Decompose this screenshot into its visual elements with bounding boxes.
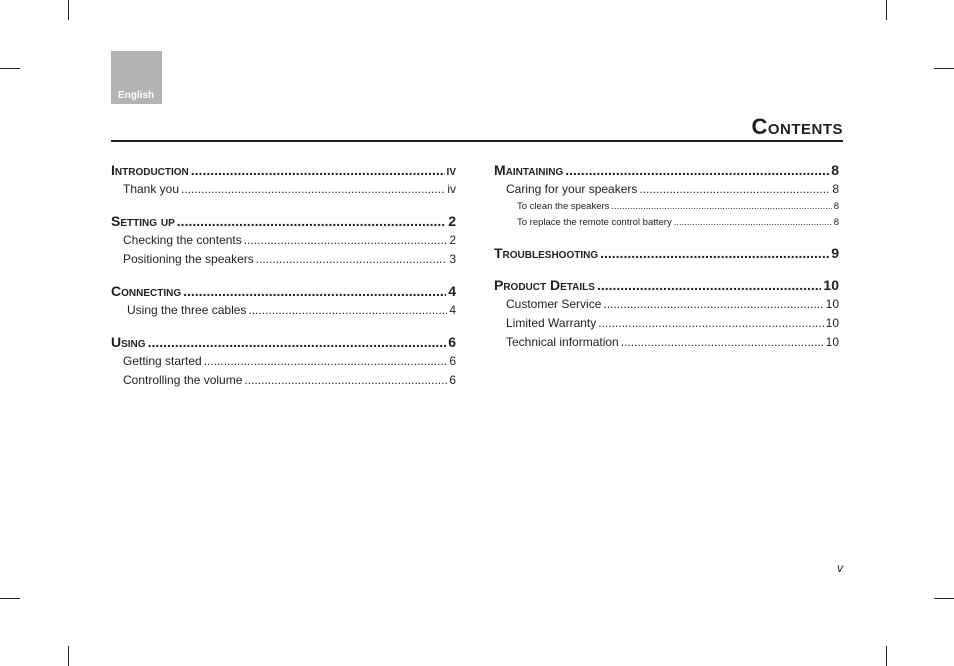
toc-entry-label: Positioning the speakers bbox=[123, 252, 254, 266]
toc-heading[interactable] bbox=[111, 334, 456, 354]
toc-heading[interactable] bbox=[111, 162, 456, 182]
toc-section-setting-up bbox=[111, 213, 456, 271]
toc-entry-label: Using the three cables bbox=[127, 303, 247, 317]
toc-subentry-label: To replace the remote control battery bbox=[517, 217, 672, 228]
toc-heading-page: iv bbox=[446, 162, 456, 178]
dot-leader bbox=[181, 182, 445, 196]
toc-entry[interactable] bbox=[111, 303, 456, 322]
toc-entry-label: Checking the contents bbox=[123, 233, 242, 247]
dot-leader bbox=[603, 297, 823, 311]
toc-subentry-label: To clean the speakers bbox=[517, 201, 610, 212]
toc-section-maintaining bbox=[494, 162, 839, 233]
dot-leader bbox=[621, 335, 824, 349]
toc-entry[interactable] bbox=[494, 335, 839, 354]
toc-subentry[interactable] bbox=[494, 201, 839, 217]
toc-entry-page: 4 bbox=[449, 303, 456, 317]
toc-heading-label: Product Details bbox=[494, 277, 595, 293]
toc-entry-label: Limited Warranty bbox=[506, 316, 597, 330]
crop-mark bbox=[934, 68, 954, 69]
toc-heading-label: Using bbox=[111, 334, 146, 350]
toc-left-column bbox=[111, 162, 456, 404]
dot-leader bbox=[191, 162, 445, 178]
dot-leader bbox=[244, 373, 447, 387]
crop-mark bbox=[934, 598, 954, 599]
toc-entry-page: iv bbox=[447, 182, 456, 196]
toc-heading-page: 10 bbox=[823, 277, 839, 293]
toc-heading-label: Introduction bbox=[111, 162, 189, 178]
toc-right-column bbox=[494, 162, 839, 366]
toc-heading-page: 4 bbox=[448, 283, 456, 299]
dot-leader bbox=[244, 233, 448, 247]
toc-entry[interactable] bbox=[111, 252, 456, 271]
dot-leader bbox=[597, 277, 821, 293]
toc-section-troubleshooting bbox=[494, 245, 839, 265]
toc-entry-page: 10 bbox=[825, 316, 839, 330]
toc-entry-page: 8 bbox=[832, 182, 839, 196]
toc-heading-label: Maintaining bbox=[494, 162, 564, 178]
dot-leader bbox=[639, 182, 830, 196]
crop-mark bbox=[886, 0, 887, 20]
toc-entry[interactable] bbox=[111, 233, 456, 252]
toc-section-product-details bbox=[494, 277, 839, 354]
toc-entry-page: 6 bbox=[449, 354, 456, 368]
toc-entry-label: Controlling the volume bbox=[123, 373, 243, 387]
toc-heading[interactable] bbox=[494, 245, 839, 265]
toc-heading-label: Setting up bbox=[111, 213, 175, 229]
toc-entry-page: 10 bbox=[825, 297, 839, 311]
dot-leader bbox=[177, 213, 446, 229]
dot-leader bbox=[674, 217, 832, 228]
toc-heading[interactable] bbox=[494, 277, 839, 297]
crop-mark bbox=[886, 646, 887, 666]
toc-heading[interactable] bbox=[111, 283, 456, 303]
toc-subentry-page: 8 bbox=[833, 201, 839, 212]
language-tab bbox=[111, 51, 162, 104]
toc-heading-page: 2 bbox=[448, 213, 456, 229]
toc-entry-page: 2 bbox=[449, 233, 456, 247]
dot-leader bbox=[600, 245, 829, 261]
crop-mark bbox=[68, 646, 69, 666]
toc-section-connecting bbox=[111, 283, 456, 322]
toc-entry-label: Getting started bbox=[123, 354, 202, 368]
dot-leader bbox=[565, 162, 829, 178]
dot-leader bbox=[248, 303, 447, 317]
toc-entry-label: Caring for your speakers bbox=[506, 182, 638, 196]
dot-leader bbox=[256, 252, 448, 266]
page-title: Contents bbox=[751, 114, 843, 139]
crop-mark bbox=[0, 68, 20, 69]
toc-entry-page: 10 bbox=[825, 335, 839, 349]
toc-entry-label: Thank you bbox=[123, 182, 180, 196]
toc-entry[interactable] bbox=[494, 182, 839, 201]
toc-entry[interactable] bbox=[111, 373, 456, 392]
title-rule bbox=[111, 140, 843, 142]
toc-heading[interactable] bbox=[111, 213, 456, 233]
toc-entry-page: 6 bbox=[449, 373, 456, 387]
toc-heading-label: Troubleshooting bbox=[494, 245, 599, 261]
toc-entry[interactable] bbox=[494, 316, 839, 335]
toc-heading-label: Connecting bbox=[111, 283, 182, 299]
toc-subentry-page: 8 bbox=[833, 217, 839, 228]
toc-subentry[interactable] bbox=[494, 217, 839, 233]
toc-section-introduction bbox=[111, 162, 456, 201]
toc-heading-page: 8 bbox=[831, 162, 839, 178]
toc-heading-page: 9 bbox=[831, 245, 839, 261]
toc-entry-label: Technical information bbox=[506, 335, 619, 349]
dot-leader bbox=[611, 201, 831, 212]
toc-entry-page: 3 bbox=[449, 252, 456, 266]
toc-entry[interactable] bbox=[111, 354, 456, 373]
page-number: v bbox=[837, 561, 843, 575]
language-tab-label: English bbox=[118, 90, 155, 101]
dot-leader bbox=[148, 334, 447, 350]
toc-entry[interactable] bbox=[494, 297, 839, 316]
toc-heading-page: 6 bbox=[448, 334, 456, 350]
toc-section-using bbox=[111, 334, 456, 392]
dot-leader bbox=[183, 283, 446, 299]
dot-leader bbox=[204, 354, 448, 368]
dot-leader bbox=[598, 316, 823, 330]
toc-entry-label: Customer Service bbox=[506, 297, 602, 311]
toc-heading[interactable] bbox=[494, 162, 839, 182]
crop-mark bbox=[68, 0, 69, 20]
crop-mark bbox=[0, 598, 20, 599]
toc-entry[interactable] bbox=[111, 182, 456, 201]
